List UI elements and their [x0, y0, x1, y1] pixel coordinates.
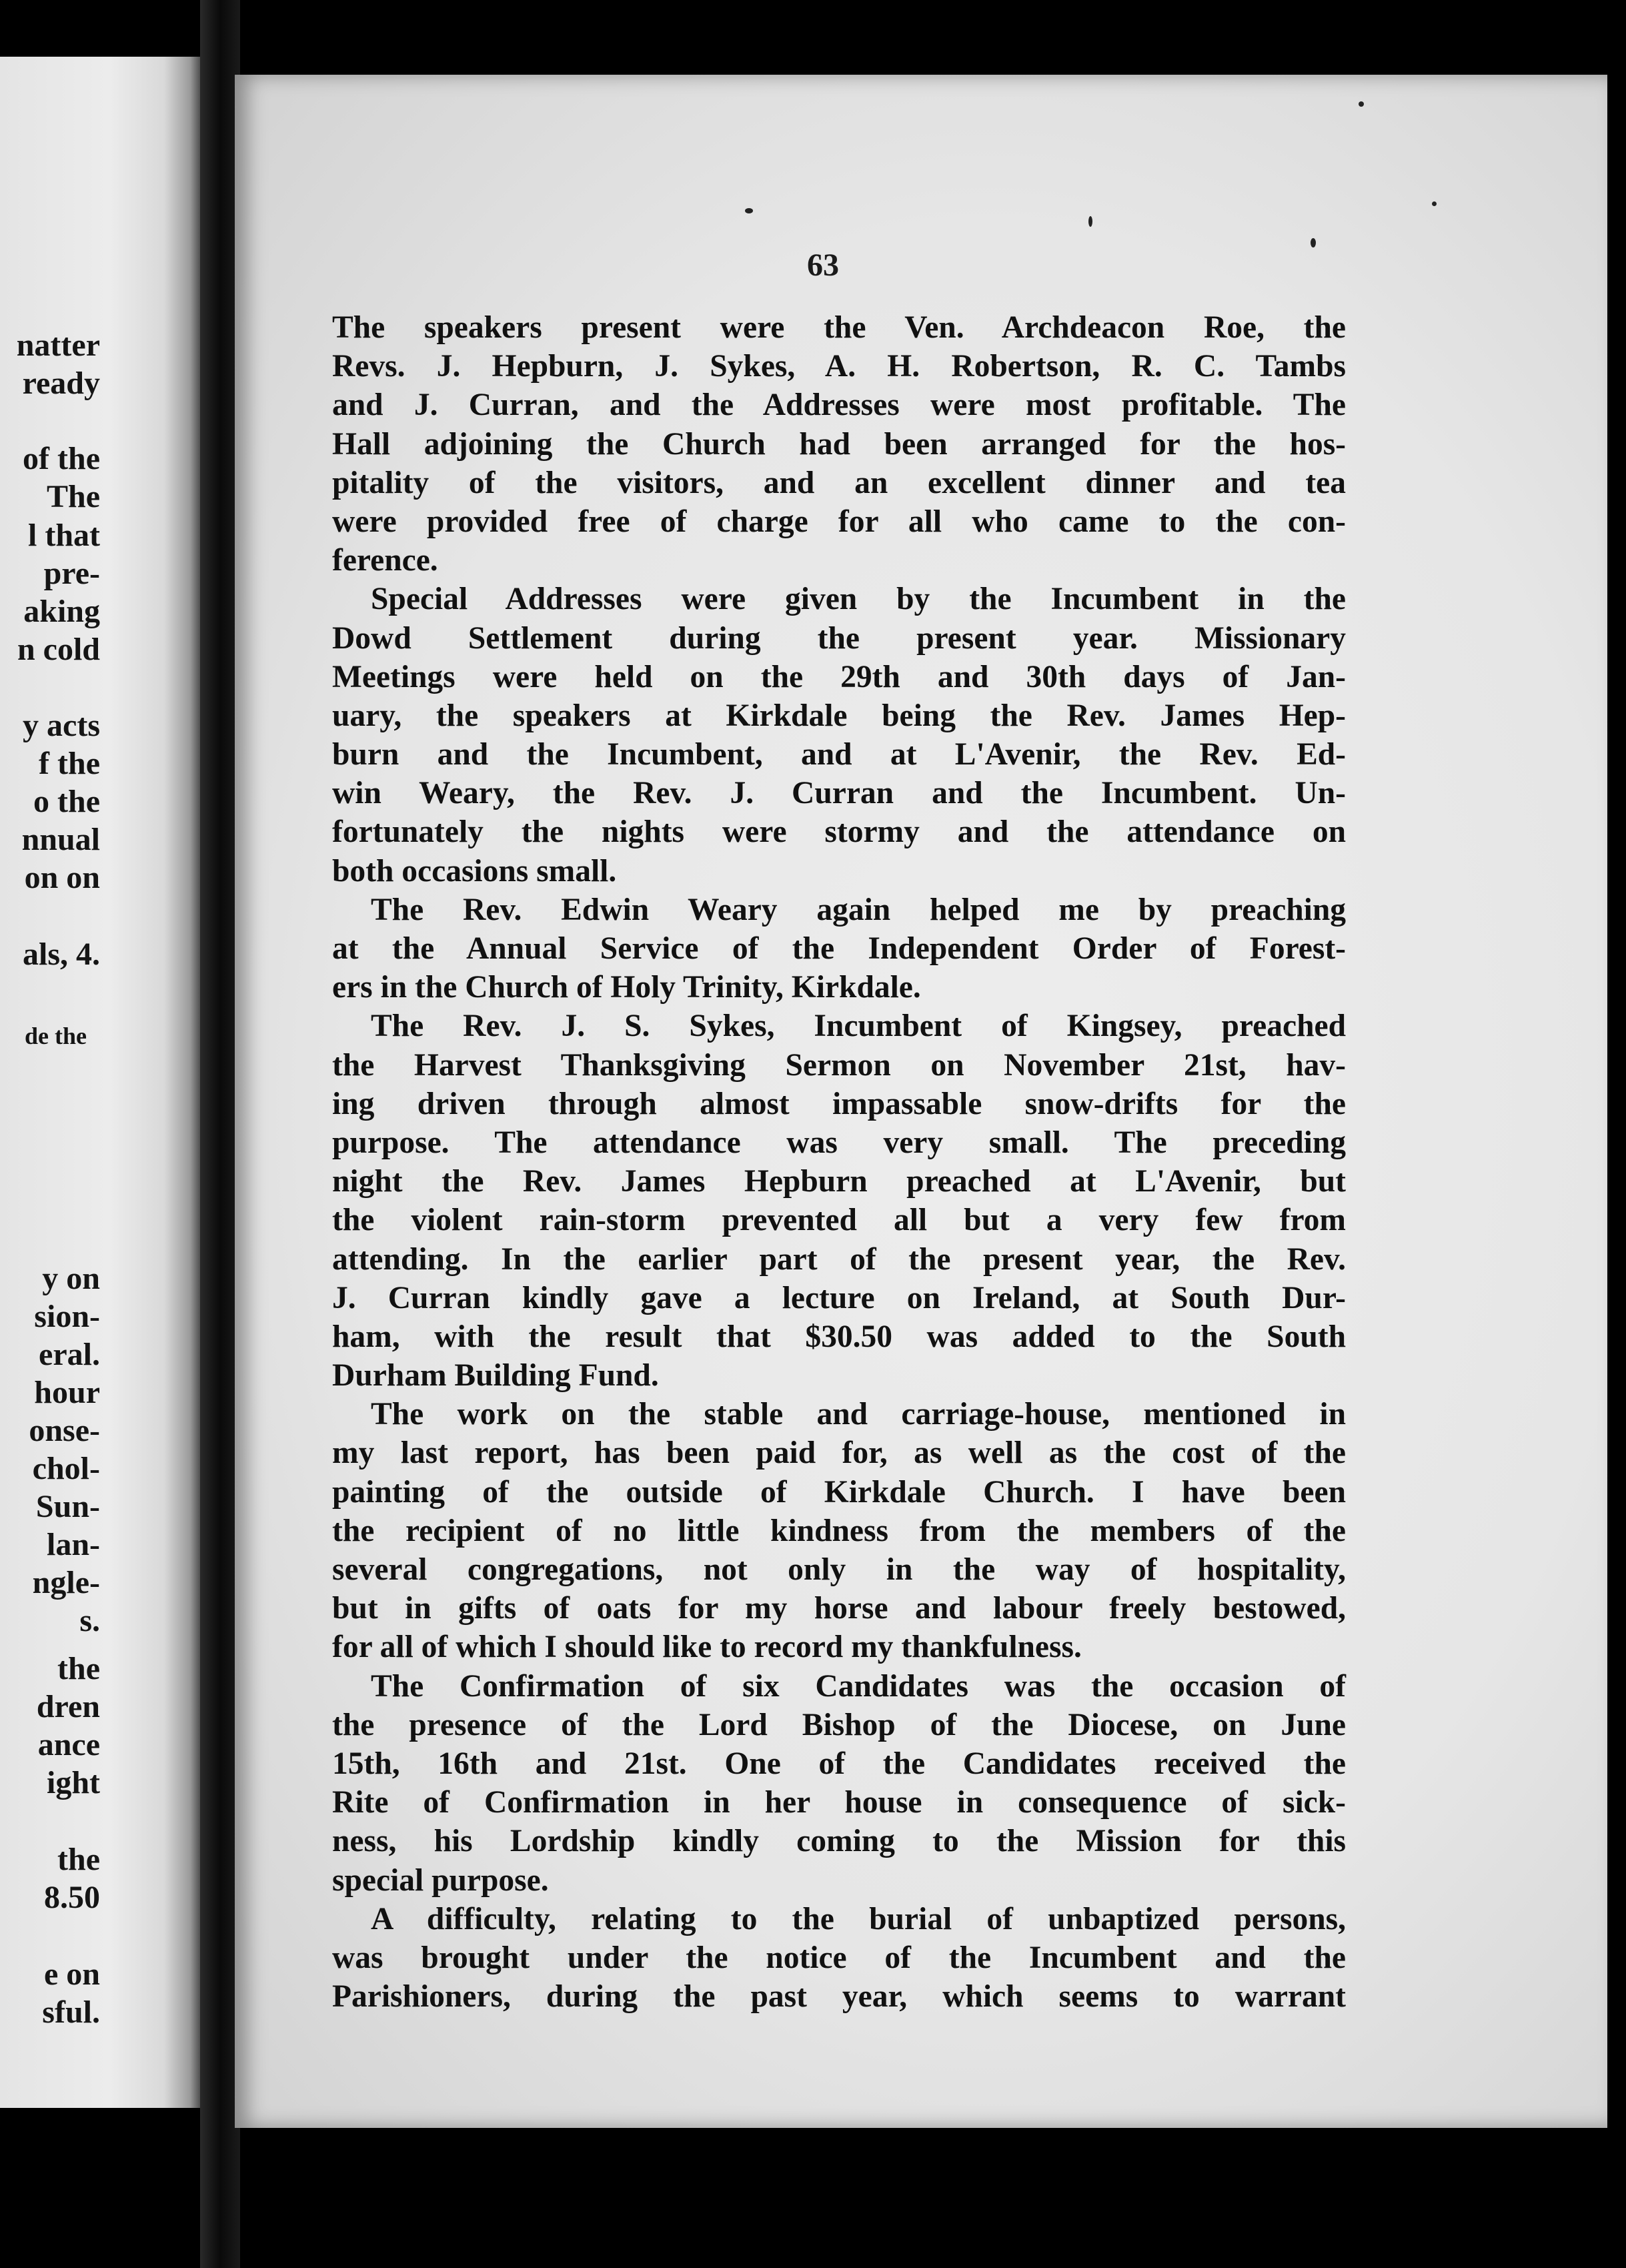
body-text — [332, 308, 1346, 2016]
text-line: The Rev. J. S. Sykes, Incumbent of Kingsey, preached — [371, 1009, 1346, 1044]
text-line: the Harvest Thanksgiving Sermon on November 21st, hav- — [332, 1047, 1346, 1083]
text-line: uary, the speakers at Kirkdale being the Rev. James Hep- — [332, 698, 1346, 733]
text-line: the violent rain-storm prevented all but a very few from — [332, 1203, 1346, 1238]
left-line: l that — [28, 518, 100, 553]
text-line: Dowd Settlement during the present year. Missionary — [332, 620, 1346, 656]
text-line: both occasions small. — [332, 853, 617, 889]
left-line: n cold — [17, 632, 100, 667]
book-gutter — [200, 0, 240, 2268]
left-line: nnual — [21, 822, 100, 857]
left-line: hour — [34, 1375, 100, 1410]
print-speck — [1432, 201, 1437, 206]
text-line: The Confirmation of six Candidates was the occasion of — [371, 1668, 1346, 1704]
text-line: the recipient of no little kindness from the members of the — [332, 1513, 1346, 1548]
print-speck — [1359, 101, 1364, 107]
left-line: f the — [39, 746, 100, 781]
text-line: and J. Curran, and the Addresses were most profitable. The — [332, 388, 1346, 423]
text-line: pitality of the visitors, and an excellent dinner and tea — [332, 465, 1346, 500]
print-speck — [745, 208, 753, 213]
left-line: the — [57, 1651, 100, 1686]
text-line: for all of which I should like to record my thankfulness. — [332, 1630, 1082, 1665]
text-line: win Weary, the Rev. J. Curran and the Incumbent. Un- — [332, 776, 1346, 811]
left-line: y on — [42, 1261, 100, 1296]
text-line: The work on the stable and carriage-house, mentioned in — [371, 1397, 1346, 1432]
print-speck — [1311, 238, 1316, 247]
text-line: purpose. The attendance was very small. The preceding — [332, 1125, 1346, 1160]
text-line: was brought under the notice of the Incumbent and the — [332, 1940, 1346, 1975]
left-line: sful. — [42, 1995, 100, 2030]
text-line: the presence of the Lord Bishop of the Diocese, on June — [332, 1707, 1346, 1742]
text-line: Hall adjoining the Church had been arranged for the hos- — [332, 426, 1346, 462]
left-line: e on — [44, 1956, 100, 1992]
left-line: 8.50 — [44, 1880, 100, 1915]
text-line: J. Curran kindly gave a lecture on Ireland, at South Dur- — [332, 1280, 1346, 1315]
text-line: ham, with the result that $30.50 was added to the South — [332, 1319, 1346, 1354]
left-line: ngle- — [32, 1565, 100, 1600]
text-line: ness, his Lordship kindly coming to the Mission for this — [332, 1824, 1346, 1859]
text-line: but in gifts of oats for my horse and labour freely bestowed, — [332, 1591, 1346, 1626]
text-line: Parishioners, during the past year, which seems to warrant — [332, 1979, 1346, 2015]
left-line: Sun- — [35, 1489, 100, 1524]
page-number: 63 — [807, 247, 839, 283]
left-line: of the — [23, 441, 100, 476]
left-line: s. — [79, 1603, 100, 1638]
text-line: special purpose. — [332, 1862, 549, 1898]
text-line: Durham Building Fund. — [332, 1358, 659, 1393]
left-line: y acts — [23, 708, 100, 743]
left-line: als, 4. — [22, 937, 100, 972]
text-line: ing driven through almost impassable snow-drifts for the — [332, 1086, 1346, 1121]
left-line: onse- — [29, 1413, 100, 1448]
left-line: ight — [46, 1765, 100, 1800]
text-line: The speakers present were the Ven. Archdeacon Roe, the — [332, 310, 1346, 345]
left-line: dren — [36, 1689, 100, 1724]
text-line: Meetings were held on the 29th and 30th days of Jan- — [332, 659, 1346, 694]
text-line: Rite of Confirmation in her house in consequence of sick- — [332, 1785, 1346, 1820]
left-line: The — [46, 479, 100, 514]
left-line: de the — [25, 1023, 87, 1049]
left-line: eral. — [39, 1337, 100, 1372]
text-line: night the Rev. James Hepburn preached at L'Avenir, but — [332, 1164, 1346, 1199]
text-line: several congregations, not only in the way of hospitality, — [332, 1552, 1346, 1587]
left-line: lan- — [46, 1527, 100, 1562]
text-line: A difficulty, relating to the burial of unbaptized persons, — [371, 1901, 1346, 1936]
left-line: pre- — [43, 556, 100, 591]
text-line: my last report, has been paid for, as well as the cost of the — [332, 1436, 1346, 1471]
left-line: o the — [33, 784, 100, 819]
left-line: ance — [37, 1727, 100, 1762]
text-line: The Rev. Edwin Weary again helped me by preaching — [371, 892, 1346, 927]
text-line: 15th, 16th and 21st. One of the Candidates received the — [332, 1746, 1346, 1781]
left-line: chol- — [32, 1451, 100, 1486]
left-line: natter — [16, 328, 100, 363]
text-line: attending. In the earlier part of the present year, the Rev. — [332, 1241, 1346, 1277]
text-line: Special Addresses were given by the Incumbent in the — [371, 582, 1346, 617]
left-line: the — [57, 1842, 100, 1877]
text-line: ers in the Church of Holy Trinity, Kirkdale. — [332, 970, 921, 1005]
left-line: aking — [23, 594, 100, 629]
left-line: sion- — [34, 1299, 100, 1334]
text-line: were provided free of charge for all who came to the con- — [332, 504, 1346, 539]
print-speck — [1088, 216, 1092, 227]
text-line: fortunately the nights were stormy and the attendance on — [332, 814, 1346, 850]
text-line: Revs. J. Hepburn, J. Sykes, A. H. Robertson, R. C. Tambs — [332, 349, 1346, 384]
left-line: ready — [22, 366, 100, 401]
text-line: burn and the Incumbent, and at L'Avenir, the Rev. Ed- — [332, 737, 1346, 772]
text-line: ference. — [332, 543, 438, 578]
left-line: on on — [24, 860, 100, 895]
text-line: at the Annual Service of the Independent Order of Forest- — [332, 931, 1346, 966]
text-line: painting of the outside of Kirkdale Church. I have been — [332, 1474, 1346, 1510]
left-page-fragment — [0, 57, 200, 2108]
